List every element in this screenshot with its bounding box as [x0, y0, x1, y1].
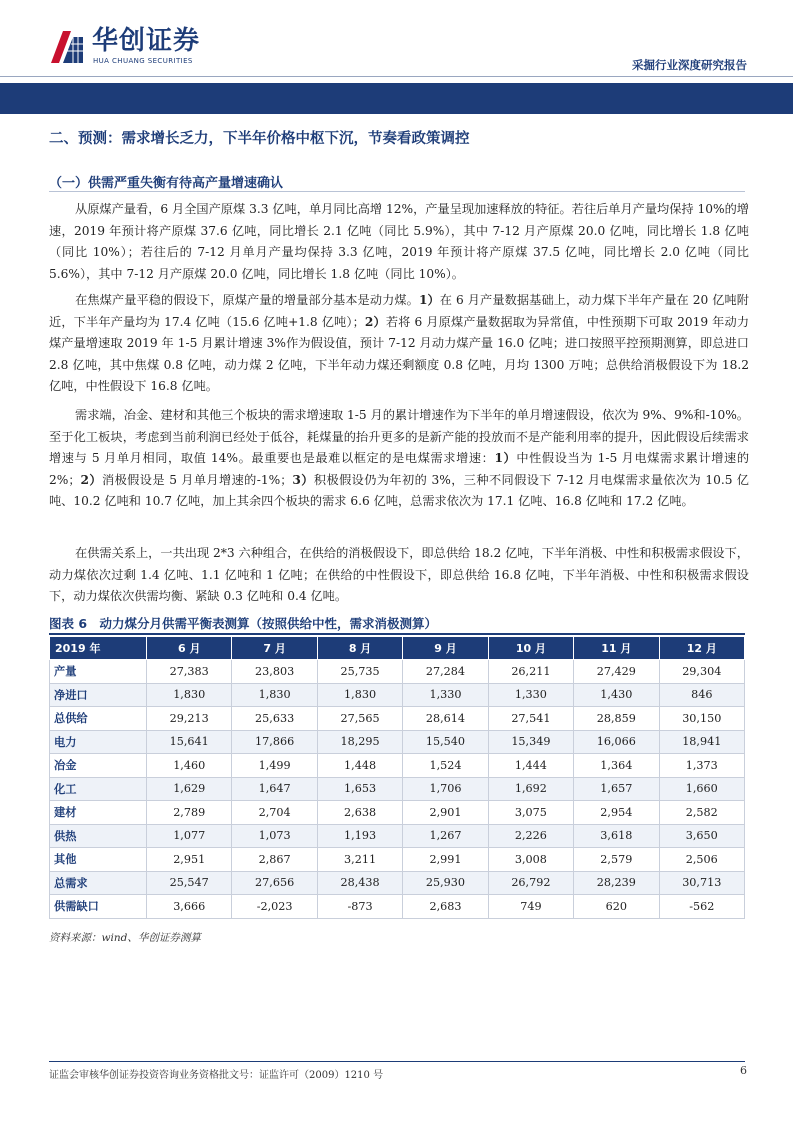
- table-row: [50, 660, 745, 684]
- table-header-cell: 8 月: [317, 637, 402, 660]
- table-cell: 2,901: [403, 801, 488, 825]
- table-cell: 3,008: [488, 848, 573, 872]
- table-cell: 15,349: [488, 730, 573, 754]
- table-cell: 25,633: [232, 707, 317, 731]
- table-cell: 3,666: [147, 895, 232, 919]
- table-cell: 2,579: [574, 848, 659, 872]
- table-cell: 27,541: [488, 707, 573, 731]
- table-row-label: 供热: [50, 824, 147, 848]
- table-cell: -2,023: [232, 895, 317, 919]
- table-cell: 28,438: [317, 871, 402, 895]
- table-row-label: 供需缺口: [50, 895, 147, 919]
- table-cell: 15,641: [147, 730, 232, 754]
- figure-source: 资料来源：wind、华创证券测算: [49, 932, 201, 944]
- table-header-cell: 7 月: [232, 637, 317, 660]
- table-cell: 1,460: [147, 754, 232, 778]
- table-row: [50, 707, 745, 731]
- report-type-label: 采掘行业深度研究报告: [632, 58, 747, 72]
- table-cell: 30,150: [659, 707, 744, 731]
- table-cell: 749: [488, 895, 573, 919]
- table-cell: 1,330: [488, 683, 573, 707]
- table-cell: 1,524: [403, 754, 488, 778]
- table-cell: 28,239: [574, 871, 659, 895]
- paragraph-3: 需求端，冶金、建材和其他三个板块的需求增速取 1-5 月的累计增速作为下半年的单月增速假设，依次为 9%、9%和-10%。至于化工板块，考虑到当前利润已经处于低谷，耗煤量的抬升更多的是新产能的投放而不是产能利用率的提升，因此假设后续需求增速与 5 月单月相同，取值 14%。最重要也是最难以框定的是电煤需求增速：1）中性假设当为 1-5 月电煤需求累计增速的 2%；2）消极假设是 5 月单月增速的-1%；3）积极假设仍为年初的 3%，三种不同假设下 7-12 月电煤需求量依次为 10.5 亿吨、10.2 亿吨和 10.7 亿吨，加上其余四个板块的需求 6.6 亿吨，总需求依次为 17.1 亿吨、16.8 亿吨和 17.2 亿吨。: [49, 408, 750, 509]
- table-cell: 1,330: [403, 683, 488, 707]
- table-cell: 2,867: [232, 848, 317, 872]
- footer-license-text: 证监会审核华创证券投资咨询业务资格批文号：证监许可（2009）1210 号: [49, 1070, 384, 1081]
- subsection-heading: （一）供需严重失衡有待高产量增速确认: [49, 176, 284, 191]
- footer-divider: [49, 1061, 745, 1062]
- figure-title: 图表 6 动力煤分月供需平衡表测算（按照供给中性，需求消极测算）: [49, 616, 438, 631]
- huachuang-logo-icon: [47, 27, 85, 65]
- table-row: [50, 801, 745, 825]
- table-cell: 1,077: [147, 824, 232, 848]
- table-header-cell: 10 月: [488, 637, 573, 660]
- table-cell: 1,653: [317, 777, 402, 801]
- table-cell: 27,284: [403, 660, 488, 684]
- table-cell: 16,066: [574, 730, 659, 754]
- table-cell: 17,866: [232, 730, 317, 754]
- table-cell: 18,941: [659, 730, 744, 754]
- table-cell: 3,618: [574, 824, 659, 848]
- table-cell: 2,789: [147, 801, 232, 825]
- table-cell: 23,803: [232, 660, 317, 684]
- table-header-cell: 6 月: [147, 637, 232, 660]
- paragraph-4: 在供需关系上，一共出现 2*3 六种组合，在供给的消极假设下，即总供给 18.2 亿吨，下半年消极、中性和积极需求假设下，动力煤依次过剩 1.4 亿吨、1.1 亿吨和 1 亿吨；在供给的中性假设下，即总供给 16.8 亿吨，下半年消极、中性和积极需求假设下，动力煤依次供需均衡、紧缺 0.3 亿吨和 0.4 亿吨。: [49, 546, 749, 604]
- table-cell: 1,830: [232, 683, 317, 707]
- logo-text-cn: 华创证券: [92, 26, 201, 56]
- table-row: [50, 683, 745, 707]
- table-cell: 1,830: [317, 683, 402, 707]
- table-cell: 2,683: [403, 895, 488, 919]
- supply-demand-table: [49, 636, 745, 919]
- table-cell: 1,660: [659, 777, 744, 801]
- section-heading: 二、预测：需求增长乏力，下半年价格中枢下沉，节奏看政策调控: [49, 131, 470, 147]
- table-row: [50, 777, 745, 801]
- table-cell: 2,951: [147, 848, 232, 872]
- table-cell: 25,547: [147, 871, 232, 895]
- table-cell: -873: [317, 895, 402, 919]
- table-header-cell: 2019 年: [50, 637, 147, 660]
- table-row-label: 化工: [50, 777, 147, 801]
- table-cell: 2,704: [232, 801, 317, 825]
- table-cell: 1,629: [147, 777, 232, 801]
- table-cell: 27,656: [232, 871, 317, 895]
- page-header: [0, 0, 793, 82]
- table-cell: 1,364: [574, 754, 659, 778]
- table-row: [50, 824, 745, 848]
- table-cell: 3,075: [488, 801, 573, 825]
- table-row-label: 电力: [50, 730, 147, 754]
- header-blue-band: [0, 83, 793, 114]
- header-divider: [0, 76, 793, 77]
- paragraph-1: 从原煤产量看，6 月全国产原煤 3.3 亿吨，单月同比高增 12%，产量呈现加速释放的特征。若往后单月产量均保持 10%的增速，2019 年预计将产原煤 37.6 亿吨，同比增长 2.1 亿吨（同比 5.9%），其中 7-12 月产原煤 20.0 亿吨，同比增长 1.8 亿吨（同比 10%）；若往后的 7-12 月单月产量均保持 3.3 亿吨，2019 年预计将产原煤 37.5 亿吨，同比增长 2.0 亿吨（同比 5.6%），其中 7-12 月产原煤 20.0 亿吨，同比增长 1.8 亿吨（同比 10%）。: [49, 202, 749, 281]
- table-cell: 2,506: [659, 848, 744, 872]
- table-cell: 2,991: [403, 848, 488, 872]
- table-cell: 846: [659, 683, 744, 707]
- table-cell: 2,582: [659, 801, 744, 825]
- table-cell: 3,650: [659, 824, 744, 848]
- table-cell: 3,211: [317, 848, 402, 872]
- table-cell: 1,373: [659, 754, 744, 778]
- table-cell: 28,859: [574, 707, 659, 731]
- figure-title-underline: [49, 633, 745, 635]
- table-cell: 1,267: [403, 824, 488, 848]
- table-cell: 29,304: [659, 660, 744, 684]
- table-cell: 1,073: [232, 824, 317, 848]
- table-row: [50, 730, 745, 754]
- table-cell: 1,657: [574, 777, 659, 801]
- table-cell: 29,213: [147, 707, 232, 731]
- table-row-label: 总需求: [50, 871, 147, 895]
- table-cell: 620: [574, 895, 659, 919]
- table-header-row: [50, 637, 745, 660]
- table-cell: 2,954: [574, 801, 659, 825]
- table-cell: 26,792: [488, 871, 573, 895]
- table-cell: 27,429: [574, 660, 659, 684]
- table-row-label: 冶金: [50, 754, 147, 778]
- table-cell: 1,647: [232, 777, 317, 801]
- table-cell: 27,383: [147, 660, 232, 684]
- table-cell: 30,713: [659, 871, 744, 895]
- table-header-cell: 12 月: [659, 637, 744, 660]
- table-cell: 25,735: [317, 660, 402, 684]
- table-row-label: 产量: [50, 660, 147, 684]
- table-cell: -562: [659, 895, 744, 919]
- table-header-cell: 9 月: [403, 637, 488, 660]
- paragraph-2: 在焦煤产量平稳的假设下，原煤产量的增量部分基本是动力煤。1）在 6 月产量数据基础上，动力煤下半年产量在 20 亿吨附近，下半年产量均为 17.4 亿吨（15.6 亿吨+1.8 亿吨）；2）若将 6 月原煤产量数据取为异常值，中性预期下可取 2019 年动力煤产量增速取 2019 年 1-5 月累计增速 3%作为假设值，预计 7-12 月动力煤产量 16.0 亿吨；进口按照平控预期测算，即总进口 2.8 亿吨，其中焦煤 0.8 亿吨，动力煤 2 亿吨，下半年动力煤还剩额度 0.8 亿吨，月均 1300 万吨；总供给消极假设下为 18.2 亿吨，中性假设下 16.8 亿吨。: [49, 293, 750, 394]
- table-cell: 27,565: [317, 707, 402, 731]
- table-cell: 18,295: [317, 730, 402, 754]
- table-row-label: 其他: [50, 848, 147, 872]
- table-row-label: 建材: [50, 801, 147, 825]
- table-cell: 26,211: [488, 660, 573, 684]
- table-row: [50, 848, 745, 872]
- table-cell: 25,930: [403, 871, 488, 895]
- table-row: [50, 871, 745, 895]
- subsection-divider: [49, 191, 745, 192]
- table-cell: 1,444: [488, 754, 573, 778]
- table-row-label: 净进口: [50, 683, 147, 707]
- table-cell: 15,540: [403, 730, 488, 754]
- logo-text-en: HUA CHUANG SECURITIES: [93, 57, 193, 65]
- table-cell: 1,430: [574, 683, 659, 707]
- page-number: 6: [740, 1064, 747, 1077]
- table-cell: 1,448: [317, 754, 402, 778]
- table-cell: 28,614: [403, 707, 488, 731]
- table-cell: 1,692: [488, 777, 573, 801]
- table-cell: 2,638: [317, 801, 402, 825]
- table-header-cell: 11 月: [574, 637, 659, 660]
- table-row: [50, 895, 745, 919]
- table-cell: 1,706: [403, 777, 488, 801]
- table-cell: 1,193: [317, 824, 402, 848]
- table-cell: 1,499: [232, 754, 317, 778]
- table-cell: 2,226: [488, 824, 573, 848]
- table-row: [50, 754, 745, 778]
- table-cell: 1,830: [147, 683, 232, 707]
- table-row-label: 总供给: [50, 707, 147, 731]
